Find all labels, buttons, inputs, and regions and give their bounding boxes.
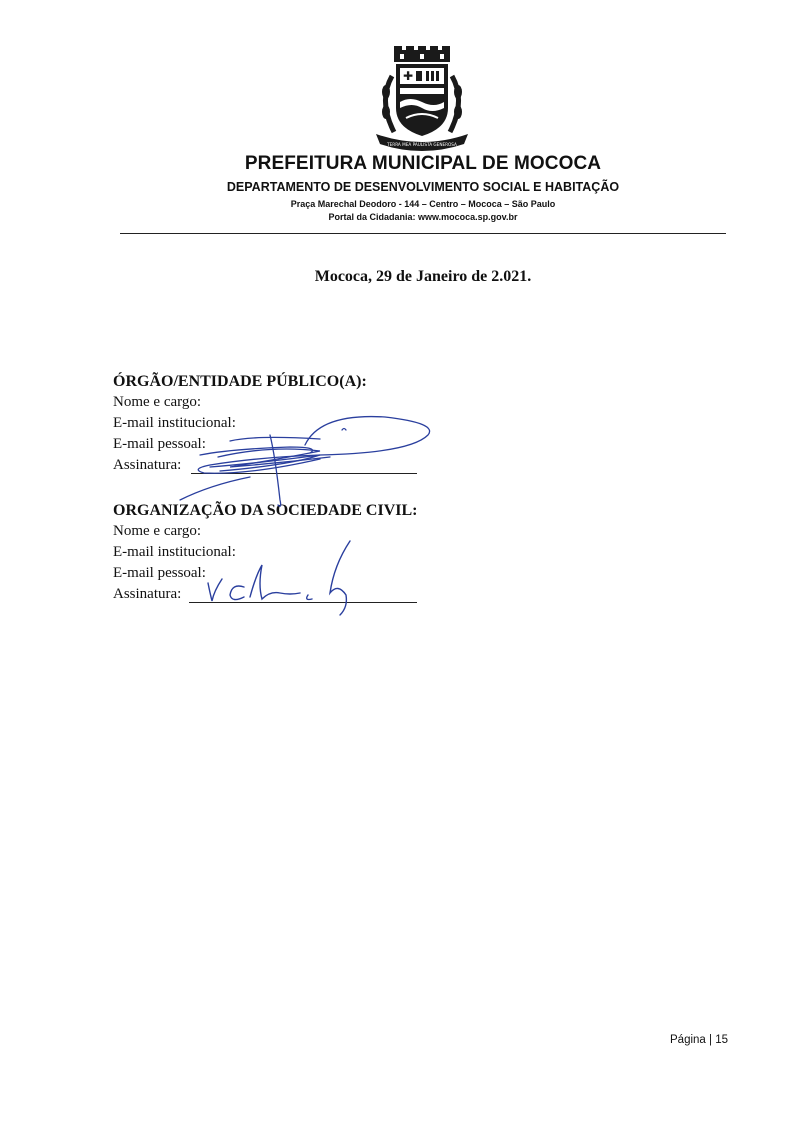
public-entity-heading: ÓRGÃO/ENTIDADE PÚBLICO(A): [113, 373, 367, 390]
municipal-crest-logo [372, 46, 472, 156]
civil-inst-email-label: E-mail institucional: [113, 544, 236, 560]
civil-signature-label: Assinatura: [113, 586, 182, 602]
header-divider [120, 233, 726, 234]
svg-text:✚: ✚ [403, 69, 414, 83]
civil-personal-email-label: E-mail pessoal: [113, 565, 206, 581]
civil-name-label: Nome e cargo: [113, 523, 202, 539]
public-name-label: Nome e cargo: [113, 394, 202, 410]
public-entity-handwritten-signature [170, 405, 440, 515]
municipality-title: PREFEITURA MUNICIPAL DE MOCOCA [244, 153, 602, 174]
public-signature-label: Assinatura: [113, 457, 182, 473]
public-inst-email-label: E-mail institucional: [113, 415, 236, 431]
civil-org-heading: ORGANIZAÇÃO DA SOCIEDADE CIVIL: [113, 502, 418, 519]
department-name: DEPARTAMENTO DE DESENVOLVIMENTO SOCIAL E HABITAÇÃO [226, 180, 620, 194]
page-number: Página | 15 [670, 1034, 728, 1046]
portal-line: Portal da Cidadania: www.mococa.sp.gov.br [328, 212, 518, 222]
address-line: Praça Marechal Deodoro - 144 – Centro – Mococa – São Paulo [290, 199, 556, 209]
document-date: Mococa, 29 de Janeiro de 2.021. [314, 268, 532, 285]
public-personal-email-label: E-mail pessoal: [113, 436, 206, 452]
crest-motto-text: TERRA MEA PAULISTA GENEROSA [387, 142, 457, 147]
civil-org-handwritten-signature [200, 535, 360, 620]
